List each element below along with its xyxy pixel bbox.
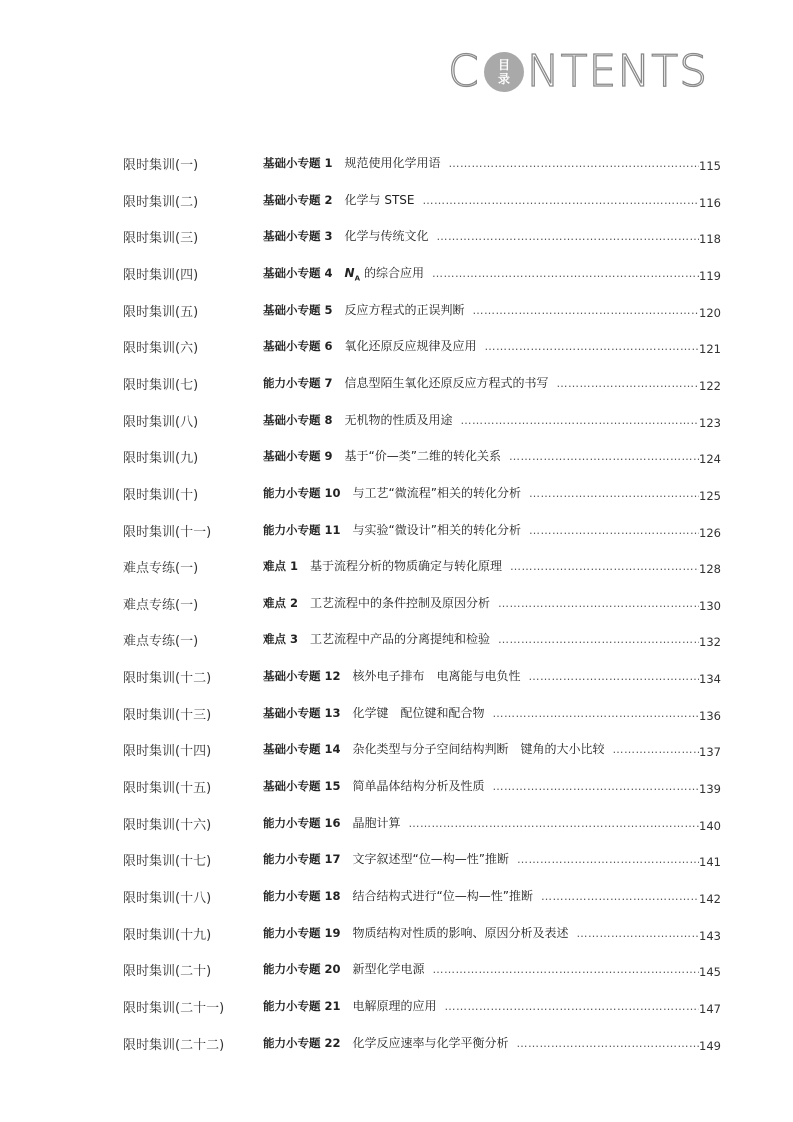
toc-entry-label: 基础小专题 1: [263, 156, 333, 170]
toc-entry-topic: [263, 337, 699, 354]
toc-entry-topic: [263, 814, 699, 831]
toc-entry-series: 限时集训(十五): [123, 781, 212, 797]
toc-entry-page: 145: [699, 965, 721, 980]
toc-entry-title: 新型化学电源: [352, 962, 425, 977]
toc-entry-series: 限时集训(六): [123, 341, 199, 357]
toc-entry-page: 142: [699, 892, 721, 906]
toc-entry-page: 118: [699, 232, 721, 247]
toc-entry-series: 限时集训(八): [123, 414, 199, 430]
toc-entry-series: 限时集训(十二): [123, 671, 212, 687]
badge-char-2: 录: [497, 72, 510, 86]
leader-dots: [613, 743, 699, 756]
toc-entry[interactable]: [0, 777, 793, 801]
toc-entry-page: 126: [699, 525, 721, 540]
avogadro-symbol-sub: A: [354, 274, 360, 283]
toc-entry[interactable]: [0, 264, 793, 288]
toc-entry-title: 与实验“微设计”相关的转化分析: [352, 522, 521, 537]
toc-entry-page: 119: [699, 268, 721, 283]
leader-dots: [510, 560, 699, 573]
leader-dots: [509, 450, 699, 463]
toc-entry[interactable]: [0, 594, 793, 618]
toc-entry-series: 限时集训(十三): [123, 707, 212, 723]
toc-entry-topic: [263, 960, 699, 977]
toc-entry-topic: [263, 850, 699, 867]
leader-dots: [461, 414, 699, 427]
toc-entry-series: 限时集训(一): [123, 158, 199, 173]
leader-dots: [432, 267, 699, 280]
toc-entry-label: 能力小专题 20: [263, 962, 341, 977]
leader-dots: [449, 157, 699, 170]
toc-entry-topic: [263, 667, 699, 684]
toc-entry-label: 基础小专题 4: [263, 265, 333, 280]
toc-entry-label: 基础小专题 3: [263, 229, 333, 244]
toc-entry[interactable]: [0, 301, 793, 325]
toc-entry[interactable]: [0, 374, 793, 398]
toc-entry[interactable]: [0, 630, 793, 654]
toc-entry[interactable]: [0, 850, 793, 874]
toc-entry[interactable]: [0, 960, 793, 984]
leader-dots: [437, 230, 699, 243]
toc-entry[interactable]: [0, 521, 793, 545]
toc-entry[interactable]: [0, 337, 793, 361]
toc-entry-topic: [263, 191, 699, 208]
toc-entry-topic: [263, 1034, 699, 1051]
toc-entry[interactable]: [0, 191, 793, 215]
leader-dots: [433, 963, 699, 976]
toc-entry-page: 115: [699, 159, 721, 173]
leader-dots: [485, 340, 699, 353]
toc-entry-page: 143: [699, 928, 721, 943]
leader-dots: [517, 1037, 699, 1050]
toc-entry-topic: [263, 154, 699, 171]
toc-entry-series: 限时集训(五): [123, 304, 199, 320]
leader-dots: [409, 817, 699, 830]
toc-entry[interactable]: [0, 814, 793, 838]
toc-entry[interactable]: [0, 924, 793, 948]
toc-entry-series: 限时集训(十四): [123, 744, 212, 760]
toc-entry-title: 的综合应用: [363, 265, 424, 280]
toc-entry-label: 基础小专题 13: [263, 705, 341, 720]
toc-entry-label: 难点 3: [263, 632, 299, 647]
toc-entry-page: 121: [699, 342, 721, 357]
toc-entry[interactable]: [0, 740, 793, 764]
toc-entry-series: 难点专练(一): [123, 634, 199, 650]
toc-entry-title: 规范使用化学用语: [344, 156, 441, 170]
toc-entry-series: 限时集训(四): [123, 267, 199, 283]
toc-entry-series: 限时集训(九): [123, 451, 199, 467]
toc-entry[interactable]: [0, 667, 793, 691]
toc-entry-series: 限时集训(十七): [123, 854, 212, 870]
toc-entry-page: 147: [699, 1001, 721, 1016]
toc-entry-title: 化学与传统文化: [344, 229, 429, 244]
toc-entry-series: 限时集训(二十二): [123, 1037, 225, 1053]
toc-entry-series: 限时集训(十一): [123, 524, 212, 540]
toc-entry-title: 化学与 STSE: [344, 192, 415, 207]
toc-entry-label: 基础小专题 12: [263, 669, 341, 684]
toc-entry-label: 基础小专题 15: [263, 779, 341, 794]
toc-entry-label: 能力小专题 11: [263, 522, 341, 537]
toc-entry-series: 难点专练(一): [123, 597, 199, 613]
toc-entry-label: 能力小专题 17: [263, 852, 341, 867]
toc-entry-label: 难点 2: [263, 595, 299, 610]
toc-entry-title: 反应方程式的正误判断: [344, 302, 465, 317]
toc-entry-topic: [263, 484, 699, 501]
toc-entry-label: 基础小专题 14: [263, 742, 341, 757]
mulu-badge: [484, 52, 524, 92]
toc-entry-topic: [263, 887, 699, 904]
leader-dots: [557, 377, 699, 390]
toc-entry-page: 139: [699, 782, 721, 797]
toc-entry-title: 杂化类型与分子空间结构判断 键角的大小比较: [352, 742, 605, 757]
toc-entry[interactable]: [0, 411, 793, 435]
toc-entry-page: 140: [699, 818, 721, 833]
toc-entry[interactable]: [0, 154, 793, 178]
toc-entry-title: 核外电子排布 电离能与电负性: [352, 669, 521, 684]
toc-entry-series: 限时集训(三): [123, 231, 199, 247]
toc-entry-page: 120: [699, 305, 721, 320]
leader-dots: [577, 927, 699, 940]
toc-entry-label: 能力小专题 18: [263, 889, 341, 903]
toc-entry-series: 限时集训(二十): [123, 964, 212, 980]
toc-entry-label: 能力小专题 19: [263, 925, 341, 940]
toc-entry-title: 物质结构对性质的影响、原因分析及表述: [352, 925, 569, 940]
toc-entry-label: 基础小专题 8: [263, 412, 333, 427]
toc-entry-page: 132: [699, 635, 721, 650]
toc-entry[interactable]: [0, 887, 793, 911]
toc-entry-topic: [263, 630, 699, 647]
leader-dots: [517, 853, 699, 866]
toc-entry-page: 137: [699, 745, 721, 760]
leader-dots: [529, 487, 699, 500]
leader-dots: [422, 194, 699, 207]
logo-letters-rest: NTENTS: [526, 46, 709, 97]
toc-entry-title: 无机物的性质及用途: [344, 412, 453, 427]
toc-entry-series: 限时集训(十六): [123, 817, 212, 833]
leader-dots: [541, 890, 699, 903]
leader-dots: [529, 670, 699, 683]
toc-entry-title: 电解原理的应用: [352, 998, 437, 1013]
toc-entry-topic: [263, 594, 699, 611]
toc-entry-title: 晶胞计算: [352, 815, 401, 830]
toc-entry-title: 简单晶体结构分析及性质: [352, 779, 485, 794]
toc-entry-title: 基于流程分析的物质确定与转化原理: [310, 559, 503, 574]
toc-entry-topic: [263, 924, 699, 941]
toc-entry-topic: [263, 777, 699, 794]
toc-entry[interactable]: [0, 484, 793, 508]
toc-entry-topic: [263, 301, 699, 318]
toc-entry-series: 难点专练(一): [123, 561, 199, 577]
leader-dots: [498, 633, 699, 646]
toc-entry[interactable]: [0, 447, 793, 471]
contents-logo: [448, 48, 720, 96]
toc-entry-label: 基础小专题 6: [263, 339, 333, 354]
toc-entry-series: 限时集训(二): [123, 194, 199, 210]
leader-dots: [498, 597, 699, 610]
toc-entry-label: 能力小专题 21: [263, 998, 341, 1013]
toc-entry[interactable]: [0, 227, 793, 251]
toc-entry-title: 结合结构式进行“位—构—性”推断: [352, 889, 533, 903]
toc-entry-series: 限时集训(十): [123, 487, 199, 503]
toc-entry-page: 122: [699, 378, 721, 393]
leader-dots: [493, 707, 699, 720]
toc-entry-label: 能力小专题 7: [263, 375, 333, 390]
toc-entry[interactable]: [0, 1034, 793, 1058]
toc-entry-series: 限时集训(二十一): [123, 1000, 225, 1016]
toc-entry-label: 基础小专题 5: [263, 302, 333, 317]
avogadro-symbol: [345, 266, 360, 282]
toc-entry-topic: [263, 227, 699, 244]
toc-entry-title: 基于“价—类”二维的转化关系: [344, 449, 501, 464]
avogadro-symbol-main: N: [344, 265, 355, 280]
toc-entry-title: 工艺流程中产品的分离提纯和检验: [310, 632, 491, 647]
toc-entry-label: 能力小专题 22: [263, 1035, 341, 1050]
toc-entry-label: 基础小专题 9: [263, 449, 333, 464]
toc-entry-label: 能力小专题 10: [263, 485, 341, 500]
toc-entry-page: 130: [699, 598, 721, 613]
leader-dots: [445, 1000, 699, 1013]
toc-entry-page: 124: [699, 452, 721, 467]
toc-entry-topic: [263, 740, 699, 757]
toc-entry-page: 136: [699, 708, 721, 723]
toc-entry-page: 123: [699, 415, 721, 430]
toc-entry-topic: [263, 997, 699, 1014]
toc-entry-topic: [263, 411, 699, 428]
leader-dots: [529, 524, 699, 537]
leader-dots: [473, 304, 699, 317]
toc-entry-label: 能力小专题 16: [263, 815, 341, 830]
toc-entry-page: 134: [699, 672, 721, 687]
toc-entry-series: 限时集训(十九): [123, 927, 212, 943]
toc-entry-topic: [263, 557, 699, 574]
toc-entry-topic: [263, 704, 699, 721]
toc-entry[interactable]: [0, 997, 793, 1021]
toc-entry-title: 与工艺“微流程”相关的转化分析: [352, 485, 521, 500]
toc-entry-page: 128: [699, 562, 721, 577]
badge-char-1: 目: [497, 58, 510, 72]
toc-entry-title: 工艺流程中的条件控制及原因分析: [310, 595, 491, 610]
toc-entry-page: 149: [699, 1038, 721, 1053]
toc-entry-title: 化学反应速率与化学平衡分析: [352, 1035, 509, 1050]
toc-entry-page: 125: [699, 488, 721, 503]
toc-entry-topic: [263, 264, 699, 282]
toc-entry-page: 116: [699, 195, 721, 210]
toc-entry[interactable]: [0, 704, 793, 728]
toc-entry-topic: [263, 374, 699, 391]
toc-entry-label: 难点 1: [263, 559, 299, 574]
toc-entry-page: 141: [699, 855, 721, 870]
leader-dots: [493, 780, 699, 793]
toc-entry[interactable]: [0, 557, 793, 581]
toc-entry-topic: [263, 521, 699, 538]
toc-entry-title: 氧化还原反应规律及应用: [344, 339, 477, 354]
toc-entry-series: 限时集训(七): [123, 377, 199, 393]
toc-entry-series: 限时集训(十八): [123, 891, 212, 906]
toc-entry-title: 信息型陌生氧化还原反应方程式的书写: [344, 375, 549, 390]
toc-entry-topic: [263, 447, 699, 464]
logo-letter-c: C: [448, 46, 479, 97]
toc-entry-label: 基础小专题 2: [263, 192, 333, 207]
toc-entry-title: 化学键 配位键和配合物: [352, 705, 485, 720]
toc-entry-title: 文字叙述型“位—构—性”推断: [352, 852, 509, 867]
